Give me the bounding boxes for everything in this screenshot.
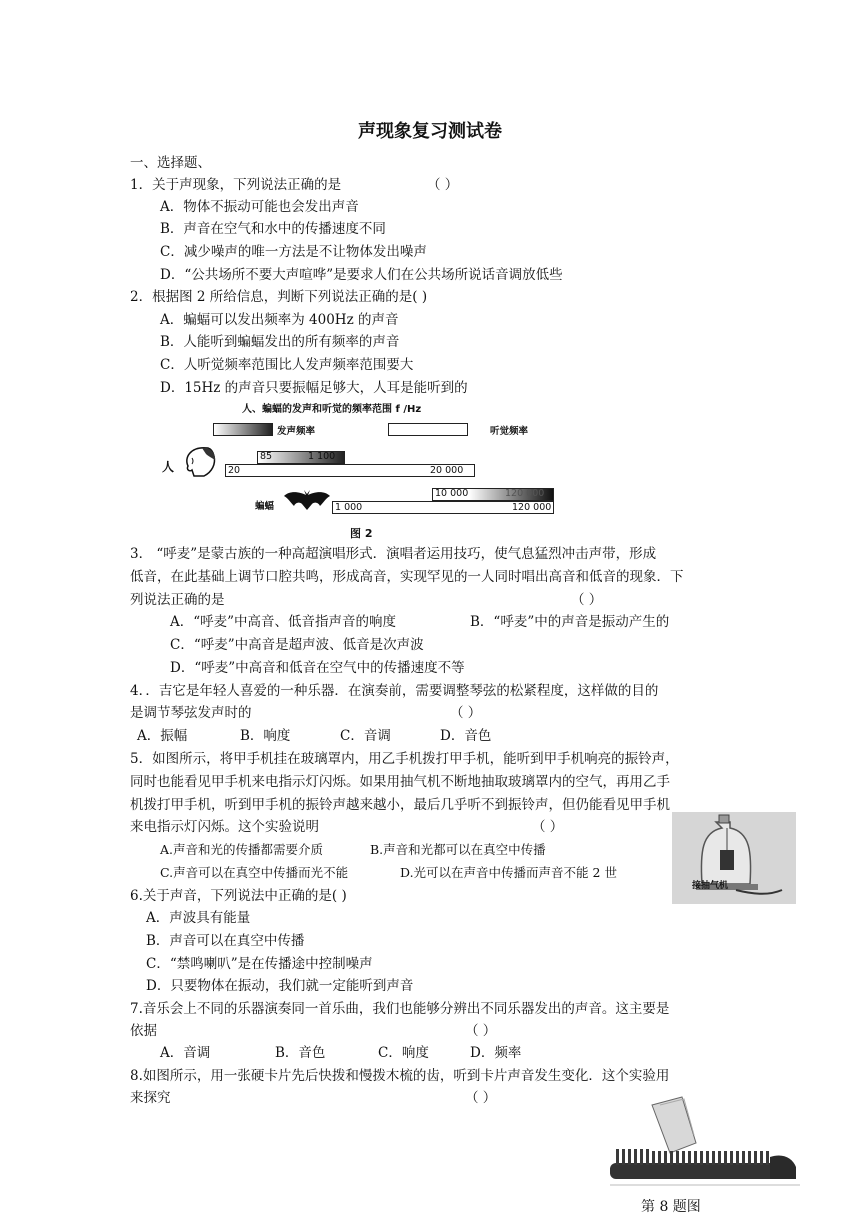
bat-icon <box>282 486 332 514</box>
question-6-option-d: D．只要物体在振动，我们就一定能听到声音 <box>146 978 414 994</box>
question-4-option-a: A．振幅 <box>137 728 188 744</box>
question-8-answer-paren: （ ） <box>465 1090 497 1106</box>
question-3-line-2: 低音，在此基础上调节口腔共鸣，形成高音，实现罕见的一人同时唱出高音和低音的现象．下 <box>130 569 684 585</box>
question-8-line-2: 来探究 <box>130 1090 171 1106</box>
comb-and-card-photo <box>610 1095 800 1190</box>
question-2-option-b: B．人能听到蝙蝠发出的所有频率的声音 <box>160 334 400 350</box>
question-1-option-a: A．物体不振动可能也会发出声音 <box>160 199 359 215</box>
question-4-option-b: B．响度 <box>240 728 291 744</box>
question-4-option-d: D．音色 <box>440 728 492 744</box>
question-4-line-2: 是调节琴弦发声时的 <box>130 705 252 721</box>
question-7-option-b: B．音色 <box>275 1045 326 1061</box>
question-2-option-d: D．15Hz 的声音只要振幅足够大，人耳是能听到的 <box>160 380 468 396</box>
question-5-answer-paren: （ ） <box>532 819 564 835</box>
question-1-option-b: B．声音在空气和水中的传播速度不同 <box>160 221 386 237</box>
question-1-answer-paren: （ ） <box>427 177 459 193</box>
question-5-line-4: 来电指示灯闪烁。这个实验说明 <box>130 819 319 835</box>
human-emit-min: 85 <box>260 451 273 462</box>
legend-emit-label: 发声频率 <box>277 426 316 437</box>
human-label: 人 <box>162 460 175 474</box>
legend-hear-swatch <box>388 423 468 436</box>
human-head-icon <box>178 444 220 480</box>
page-title: 声现象复习测试卷 <box>358 121 502 142</box>
question-5-option-c: C.声音可以在真空中传播而光不能 <box>160 865 349 880</box>
question-1-option-c: C．减少噪声的唯一方法是不让物体发出噪声 <box>160 244 427 260</box>
figure-2-heading: 人、蝙蝠的发声和听觉的频率范围 f /Hz <box>242 404 422 415</box>
bat-emit-max: 120 000 <box>505 488 545 499</box>
question-7-answer-paren: （ ） <box>465 1023 497 1039</box>
question-5-line-2: 同时也能看见甲手机来电指示灯闪烁。如果用抽气机不断地抽取玻璃罩内的空气，再用乙手 <box>130 774 670 790</box>
question-5-line-1: 5．如图所示，将甲手机挂在玻璃罩内，用乙手机拨打甲手机，能听到甲手机响亮的振铃声， <box>130 751 679 767</box>
bat-hear-max: 120 000 <box>512 502 552 513</box>
question-3-line-1: 3． “呼麦”是蒙古族的一种高超演唱形式．演唱者运用技巧，使气息猛烈冲击声带，形成 <box>130 546 657 562</box>
figure-2-caption: 图 2 <box>350 527 373 540</box>
question-2-option-a: A．蝙蝠可以发出频率为 400Hz 的声音 <box>160 312 399 328</box>
question-3-option-b: B．“呼麦”中的声音是振动产生的 <box>470 614 670 630</box>
question-5-option-d: D.光可以在声音中传播而声音不能 2 世 <box>400 865 617 880</box>
figure-8-caption: 第 8 题图 <box>641 1199 701 1215</box>
bell-jar-photo <box>672 812 796 904</box>
question-5-option-a: A.声音和光的传播都需要介质 <box>160 842 324 857</box>
question-7-option-d: D．频率 <box>470 1045 522 1061</box>
question-6-option-b: B．声音可以在真空中传播 <box>146 933 305 949</box>
bat-label: 蝙蝠 <box>255 501 275 512</box>
human-hear-min: 20 <box>228 465 241 476</box>
bat-emit-min: 10 000 <box>435 488 469 499</box>
vacuum-pump-label: 接抽气机 <box>692 881 729 891</box>
frequency-range-figure <box>160 398 560 544</box>
question-3-line-3: 列说法正确的是 <box>130 592 225 608</box>
section-heading: 一、选择题、 <box>130 155 211 171</box>
question-3-answer-paren: （ ） <box>571 592 603 608</box>
human-emit-max: 1 100 <box>308 451 336 462</box>
question-8-line-1: 8.如图所示，用一张硬卡片先后快拨和慢拨木梳的齿，听到卡片声音发生变化．这个实验用 <box>130 1068 670 1084</box>
question-3-option-c: C．“呼麦”中高音是超声波、低音是次声波 <box>170 637 424 653</box>
question-7-line-2: 依据 <box>130 1023 157 1039</box>
question-3-option-d: D．“呼麦”中高音和低音在空气中的传播速度不等 <box>170 660 465 676</box>
bat-hear-min: 1 000 <box>335 502 363 513</box>
question-1-option-d: D．“公共场所不要大声喧哗”是要求人们在公共场所说话音调放低些 <box>160 267 563 283</box>
question-2-option-c: C．人听觉频率范围比人发声频率范围要大 <box>160 357 414 373</box>
question-6-stem: 6.关于声音，下列说法中正确的是( ) <box>130 888 347 904</box>
question-7-option-c: C．响度 <box>378 1045 429 1061</box>
question-4-line-1: 4．．吉它是年轻人喜爱的一种乐器．在演奏前，需要调整琴弦的松紧程度，这样做的目的 <box>130 683 659 699</box>
question-4-option-c: C．音调 <box>340 728 391 744</box>
question-6-option-c: C．“禁鸣喇叭”是在传播途中控制噪声 <box>146 956 373 972</box>
question-2-stem: 2．根据图 2 所给信息，判断下列说法正确的是( ) <box>130 289 428 305</box>
legend-emit-swatch <box>213 423 273 436</box>
question-5-option-b: B.声音和光都可以在真空中传播 <box>370 842 546 857</box>
legend-hear-label: 听觉频率 <box>490 426 529 437</box>
question-7-line-1: 7.音乐会上不同的乐器演奏同一首乐曲，我们也能够分辨出不同乐器发出的声音。这主要是 <box>130 1001 670 1017</box>
question-5-line-3: 机拨打甲手机，听到甲手机的振铃声越来越小，最后几乎听不到振铃声，但仍能看见甲手机 <box>130 797 670 813</box>
question-6-option-a: A．声波具有能量 <box>146 910 251 926</box>
question-4-answer-paren: （ ） <box>450 705 482 721</box>
human-hear-max: 20 000 <box>430 465 464 476</box>
question-3-option-a: A．“呼麦”中高音、低音指声音的响度 <box>170 614 397 630</box>
question-7-option-a: A．音调 <box>160 1045 211 1061</box>
question-1-stem: 1．关于声现象，下列说法正确的是 <box>130 177 342 193</box>
